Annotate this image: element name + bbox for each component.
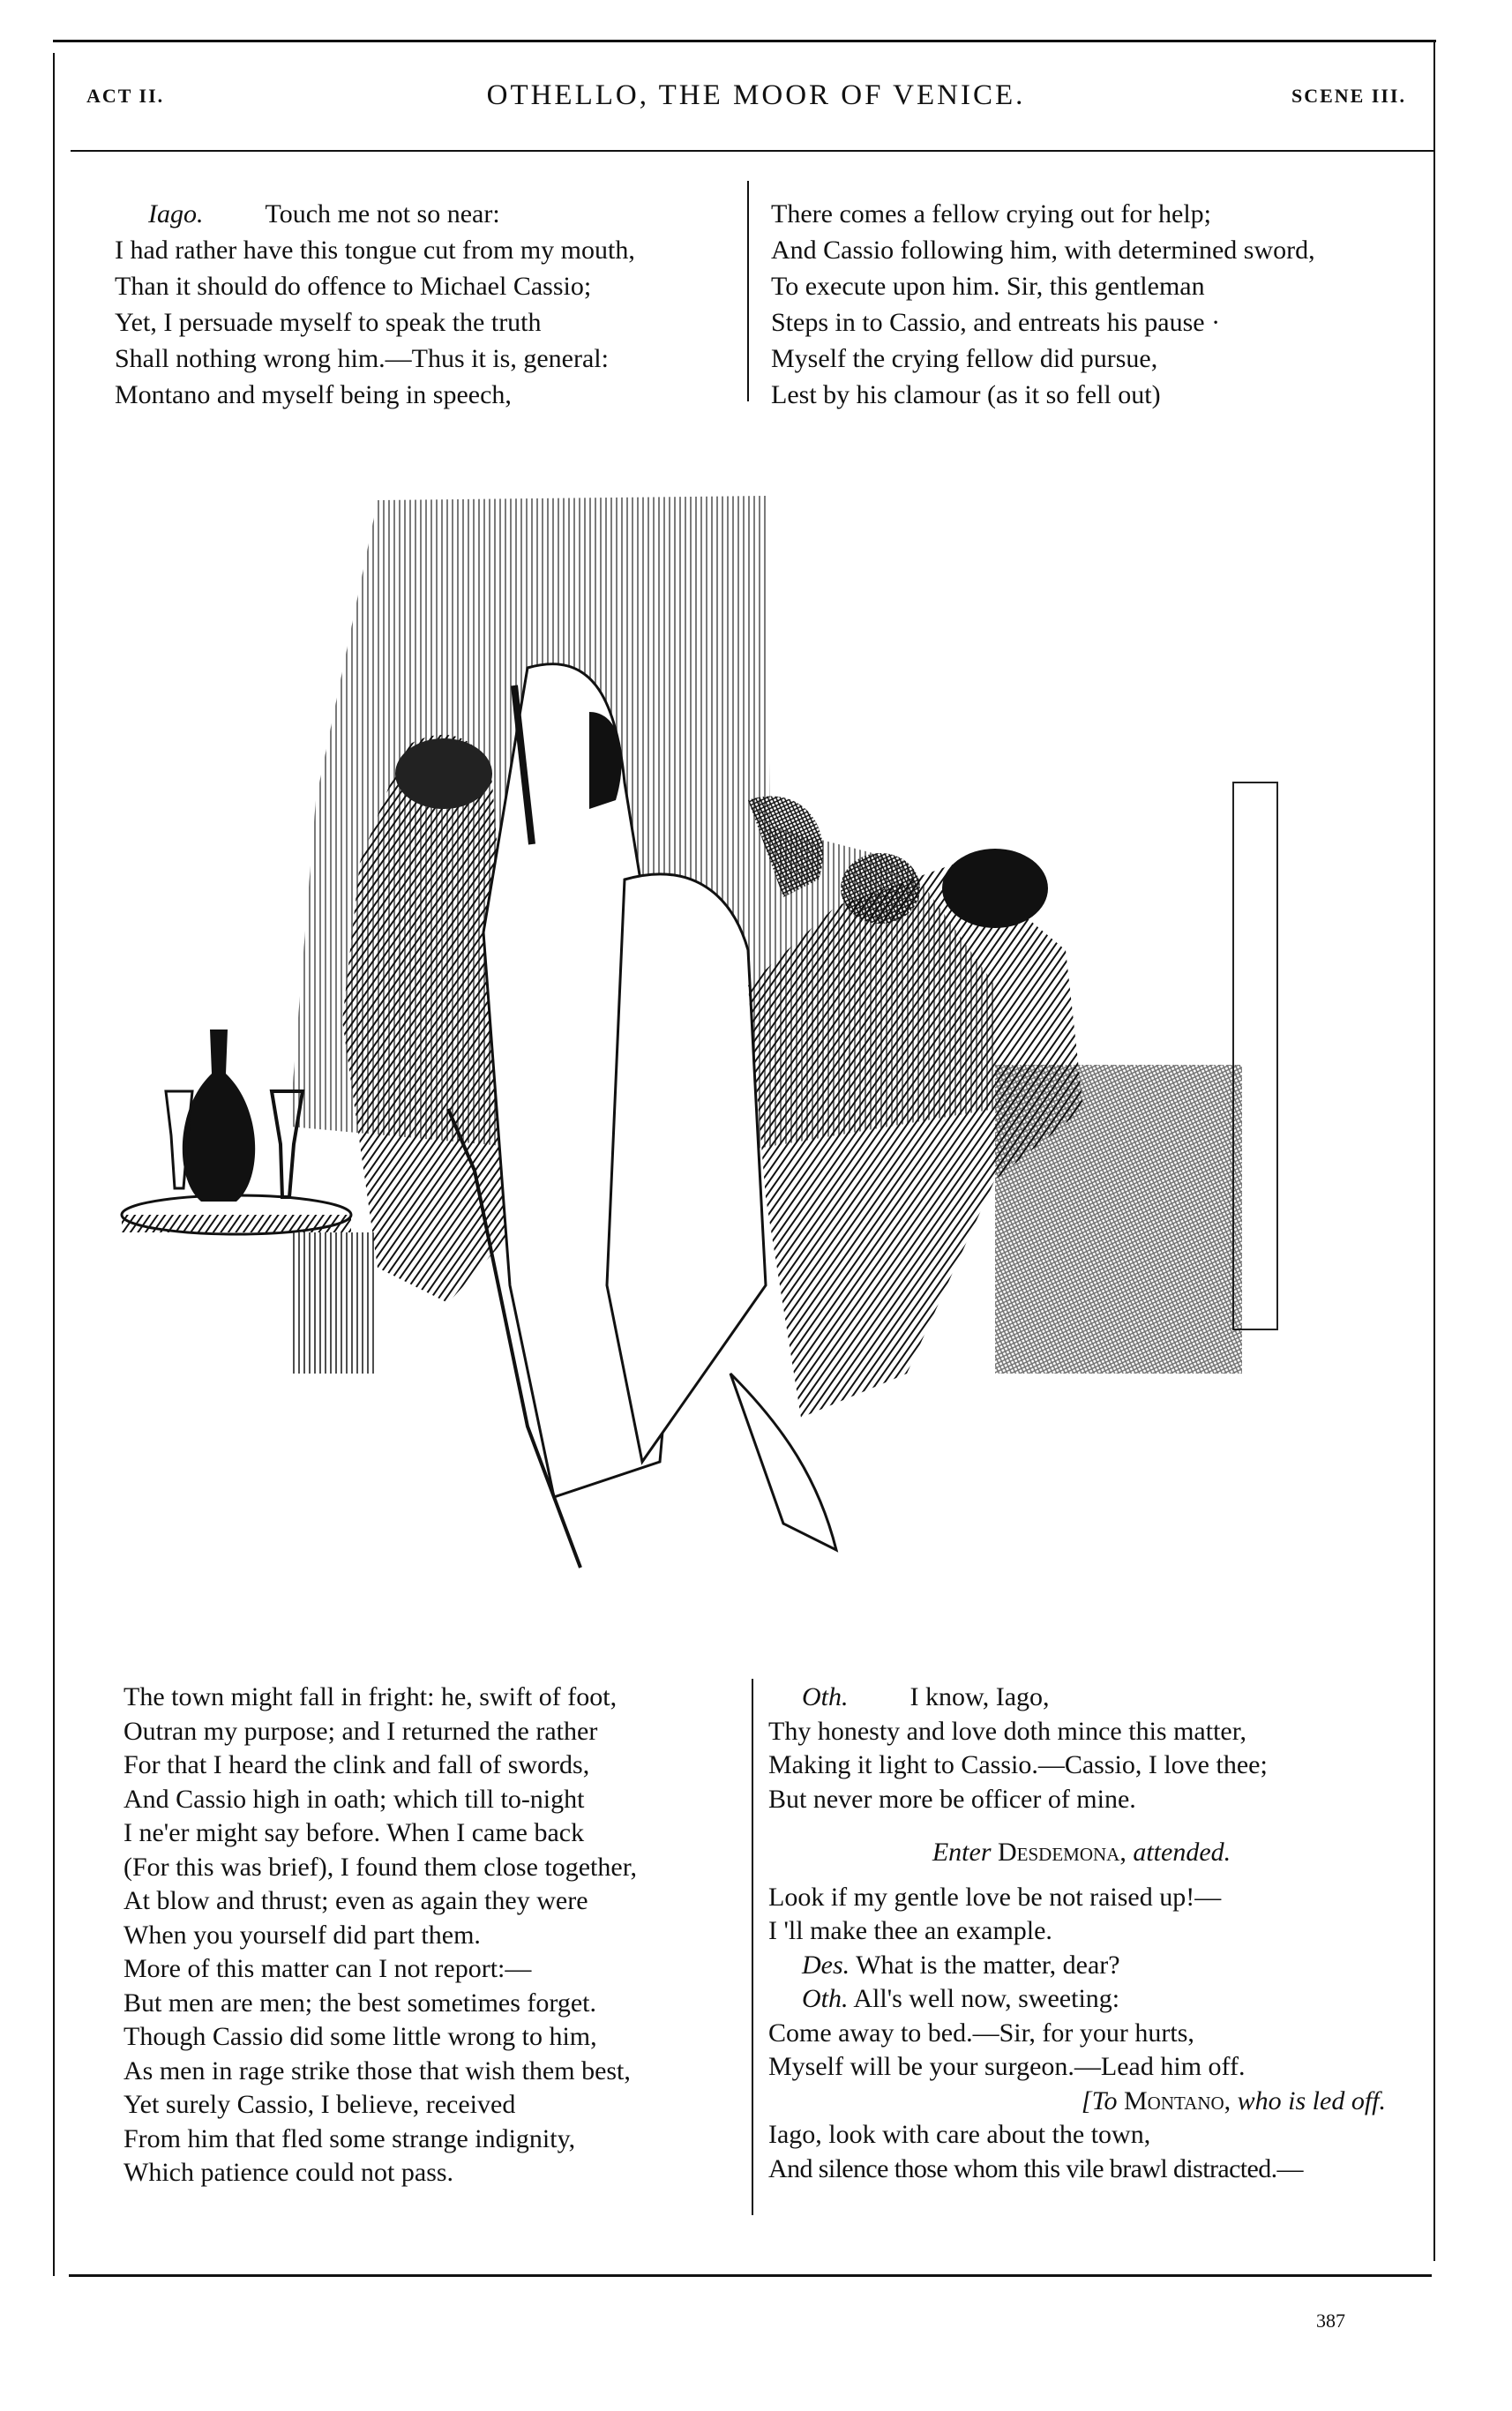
verse-line: But never more be officer of mine. [768, 1784, 1136, 1814]
verse-line [768, 1982, 1395, 2017]
verse-line: Yet, I persuade myself to speak the truth [115, 308, 542, 337]
sd-word: attended. [1133, 1838, 1231, 1867]
stage-direction-enter [768, 1836, 1395, 1870]
line-text: I know, Iago, [909, 1682, 1050, 1711]
line-text: Touch me not so near: [265, 199, 500, 228]
top-left-column [115, 196, 635, 413]
verse-line: Yet surely Cassio, I believe, received [124, 2090, 516, 2119]
verse-line: And Cassio high in oath; which till to-night [124, 1784, 585, 1814]
verse-line: To execute upon him. Sir, this gentleman [771, 272, 1205, 301]
verse-line: (For this was brief), I found them close together, [124, 1852, 637, 1882]
verse-line: I 'll make thee an example. [768, 1916, 1052, 1945]
verse-line: Iago, look with care about the town, [768, 2120, 1151, 2149]
verse-line: Myself the crying fellow did pursue, [771, 344, 1158, 373]
engraving-illustration [113, 491, 1286, 1603]
running-head-title: OTHELLO, THE MOOR OF VENICE. [486, 79, 1026, 111]
verse-line: For that I heard the clink and fall of swords, [124, 1750, 590, 1779]
verse-line: Steps in to Cassio, and entreats his pause · [771, 308, 1221, 337]
verse-line: More of this matter can I not report:— [124, 1954, 532, 1983]
verse-line: Than it should do offence to Michael Cassio; [115, 272, 592, 301]
bottom-left-column [124, 1681, 637, 2190]
speaker: Oth. [802, 1682, 849, 1711]
line-text: What is the matter, dear? [856, 1950, 1120, 1980]
running-head-scene: SCENE III. [1291, 85, 1406, 107]
verse-line: Though Cassio did some little wrong to him, [124, 2022, 597, 2051]
verse-line: But men are men; the best sometimes forget. [124, 1988, 596, 2018]
bottom-rule [69, 2274, 1432, 2277]
verse-line: And silence those whom this vile brawl distracted.— [768, 2153, 1303, 2183]
bottom-right-column [768, 1681, 1395, 2186]
verse-line: I ne'er might say before. When I came back [124, 1818, 585, 1847]
verse-line [768, 1681, 1395, 1715]
page-number: 387 [1316, 2310, 1345, 2332]
verse-line: Montano and myself being in speech, [115, 380, 512, 409]
verse-line: I had rather have this tongue cut from my mouth, [115, 236, 635, 265]
verse-line: Come away to bed.—Sir, for your hurts, [768, 2018, 1194, 2048]
right-border [1433, 42, 1435, 2261]
sd-word: Enter [932, 1838, 992, 1867]
sd-word: [To [1081, 2085, 1118, 2115]
verse-line: Myself will be your surgeon.—Lead him off. [768, 2052, 1246, 2081]
column-divider-bottom [752, 1679, 753, 2215]
character-name: Montano, [1124, 2085, 1231, 2115]
verse-line: From him that fled some strange indignity, [124, 2123, 576, 2153]
top-rule [53, 40, 1436, 42]
character-name: Desdemona, [998, 1838, 1127, 1867]
line-text: All's well now, sweeting: [853, 1984, 1120, 2013]
verse-line [768, 1949, 1395, 1983]
speaker: Des. [802, 1950, 850, 1980]
header-rule [71, 150, 1433, 152]
verse-line: At blow and thrust; even as again they were [124, 1886, 588, 1915]
verse-line: Shall nothing wrong him.—Thus it is, general: [115, 344, 609, 373]
speaker: Iago. [148, 199, 204, 228]
verse-line: The town might fall in fright: he, swift of foot, [124, 1682, 618, 1711]
verse-line: Outran my purpose; and I returned the rather [124, 1716, 598, 1746]
verse-line: Thy honesty and love doth mince this matter, [768, 1716, 1247, 1746]
left-border [53, 53, 55, 2276]
verse-line: There comes a fellow crying out for help; [771, 199, 1211, 228]
verse-line: Which patience could not pass. [124, 2158, 454, 2187]
verse-line [115, 196, 635, 232]
column-divider-top [747, 181, 749, 401]
verse-line: Lest by his clamour (as it so fell out) [771, 380, 1161, 409]
verse-line: As men in rage strike those that wish them best, [124, 2055, 631, 2085]
verse-line: And Cassio following him, with determined sword, [771, 236, 1315, 265]
top-right-column [771, 196, 1315, 413]
verse-line: When you yourself did part them. [124, 1920, 481, 1950]
sd-word: who is led off. [1237, 2085, 1386, 2115]
verse-line: Making it light to Cassio.—Cassio, I love thee; [768, 1750, 1268, 1779]
speaker: Oth. [802, 1984, 849, 2013]
stage-direction-exit [768, 2085, 1395, 2119]
verse-line: Look if my gentle love be not raised up!— [768, 1882, 1222, 1912]
running-head-act: ACT II. [86, 85, 165, 107]
